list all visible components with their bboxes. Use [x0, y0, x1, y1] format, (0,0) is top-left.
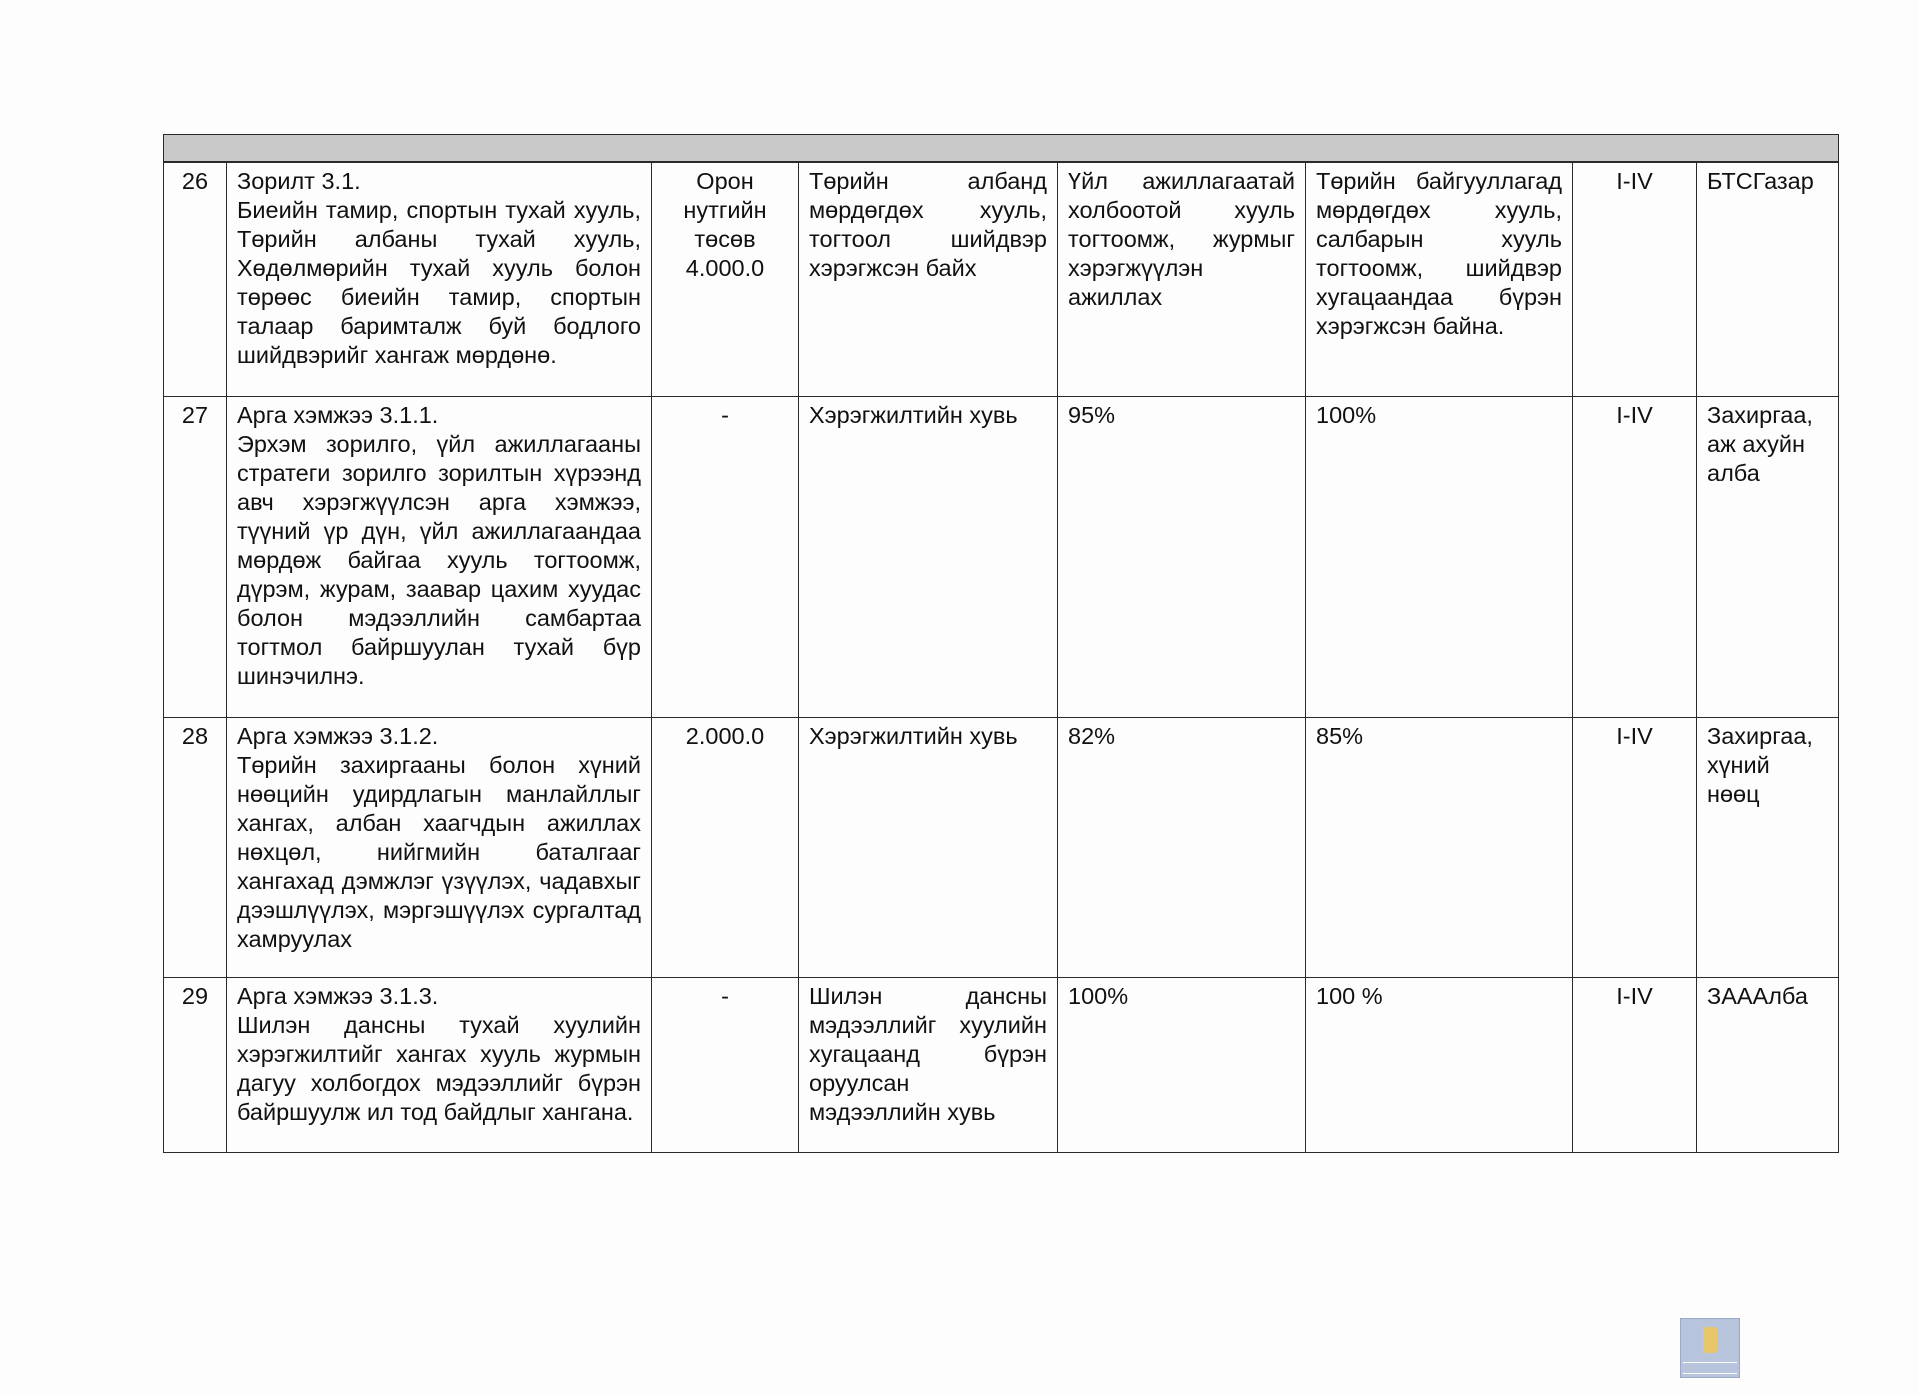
goal-heading: Арга хэмжээ 3.1.1. [237, 402, 439, 428]
baseline-cell: 95% [1058, 397, 1306, 718]
target-cell: 100 % [1306, 978, 1573, 1153]
row-number: 27 [164, 397, 227, 718]
period-cell: I-IV [1573, 162, 1697, 397]
period-cell: I-IV [1573, 397, 1697, 718]
seal-text-band [1683, 1362, 1737, 1374]
row-number: 26 [164, 162, 227, 397]
target-cell: Төрийн байгууллагад мөрдөгдөх хууль, салбарын хууль тогтоомж, шийдвэр хугацаандаа бүрэн хэрэгжсэн байна. [1306, 162, 1573, 397]
goal-text: Төрийн захиргааны болон хүний нөөцийн удирдлагын манлайллыг хангах, албан хаагчдын ажиллах нөхцөл, нийгмийн баталгааг хангахад дэмжлэг үзүүлэх, чадавхыг дээшлүүлэх, мэргэшүүлэх сургалтад хамруулах [237, 752, 641, 952]
baseline-cell: 82% [1058, 718, 1306, 978]
indicator-cell: Хэрэгжилтийн хувь [799, 718, 1058, 978]
target-cell: 85% [1306, 718, 1573, 978]
responsible-cell: БТСГазар [1697, 162, 1839, 397]
row-number: 28 [164, 718, 227, 978]
responsible-cell: ЗАААлба [1697, 978, 1839, 1153]
table-header-strip [164, 135, 1839, 163]
table-row [164, 397, 1839, 718]
soyombo-emblem-icon [1703, 1327, 1717, 1353]
target-cell: 100% [1306, 397, 1573, 718]
indicator-cell: Шилэн дансны мэдээллийг хуулийн хугацаанд бүрэн оруулсан мэдээллийн хувь [799, 978, 1058, 1153]
table-row [164, 718, 1839, 978]
indicator-cell: Хэрэгжилтийн хувь [799, 397, 1058, 718]
period-cell: I-IV [1573, 718, 1697, 978]
responsible-cell: Захиргаа, хүний нөөц [1697, 718, 1839, 978]
budget-cell: 2.000.0 [652, 718, 799, 978]
baseline-cell: Үйл ажиллагаатай холбоотой хууль тогтоомж, журмыг хэрэгжүүлэн ажиллах [1058, 162, 1306, 397]
budget-cell: Орон нутгийн төсөв 4.000.0 [652, 162, 799, 397]
goal-cell [227, 718, 652, 978]
government-seal-logo [1680, 1318, 1740, 1378]
goal-text: Эрхэм зорилго, үйл ажиллагааны стратеги зорилго зорилтын хүрээнд авч хэрэгжүүлсэн арга хэмжээ, түүний үр дүн, үйл ажиллагаандаа мөрдөж байгаа хууль тогтоомж, дүрэм, журам, заавар цахим хуудас болон мэдээллийн самбартаа тогтмол байршуулан тухай бүр шинэчилнэ. [237, 431, 641, 689]
header-strip-cell [164, 135, 1839, 163]
goal-heading: Арга хэмжээ 3.1.2. [237, 723, 439, 749]
row-number: 29 [164, 978, 227, 1153]
action-plan-table [163, 134, 1839, 1153]
period-cell: I-IV [1573, 978, 1697, 1153]
table-row [164, 978, 1839, 1153]
goal-cell [227, 397, 652, 718]
goal-cell [227, 978, 652, 1153]
goal-cell [227, 162, 652, 397]
table-row [164, 162, 1839, 397]
baseline-cell: 100% [1058, 978, 1306, 1153]
indicator-cell: Төрийн албанд мөрдөгдөх хууль, тогтоол шийдвэр хэрэгжсэн байх [799, 162, 1058, 397]
budget-cell: - [652, 978, 799, 1153]
goal-heading: Арга хэмжээ 3.1.3. [237, 983, 439, 1009]
budget-cell: - [652, 397, 799, 718]
responsible-cell: Захиргаа, аж ахуйн алба [1697, 397, 1839, 718]
goal-heading: Зорилт 3.1. [237, 168, 361, 194]
goal-text: Шилэн дансны тухай хуулийн хэрэгжилтийг хангах хууль журмын дагуу холбогдох мэдээллийг бүрэн байршуулж ил тод байдлыг хангана. [237, 1012, 641, 1125]
goal-text: Биеийн тамир, спортын тухай хууль, Төрийн албаны тухай хууль, Хөдөлмөрийн тухай хууль болон төрөөс биеийн тамир, спортын талаар баримталж буй бодлого шийдвэрийг хангаж мөрдөнө. [237, 197, 641, 368]
